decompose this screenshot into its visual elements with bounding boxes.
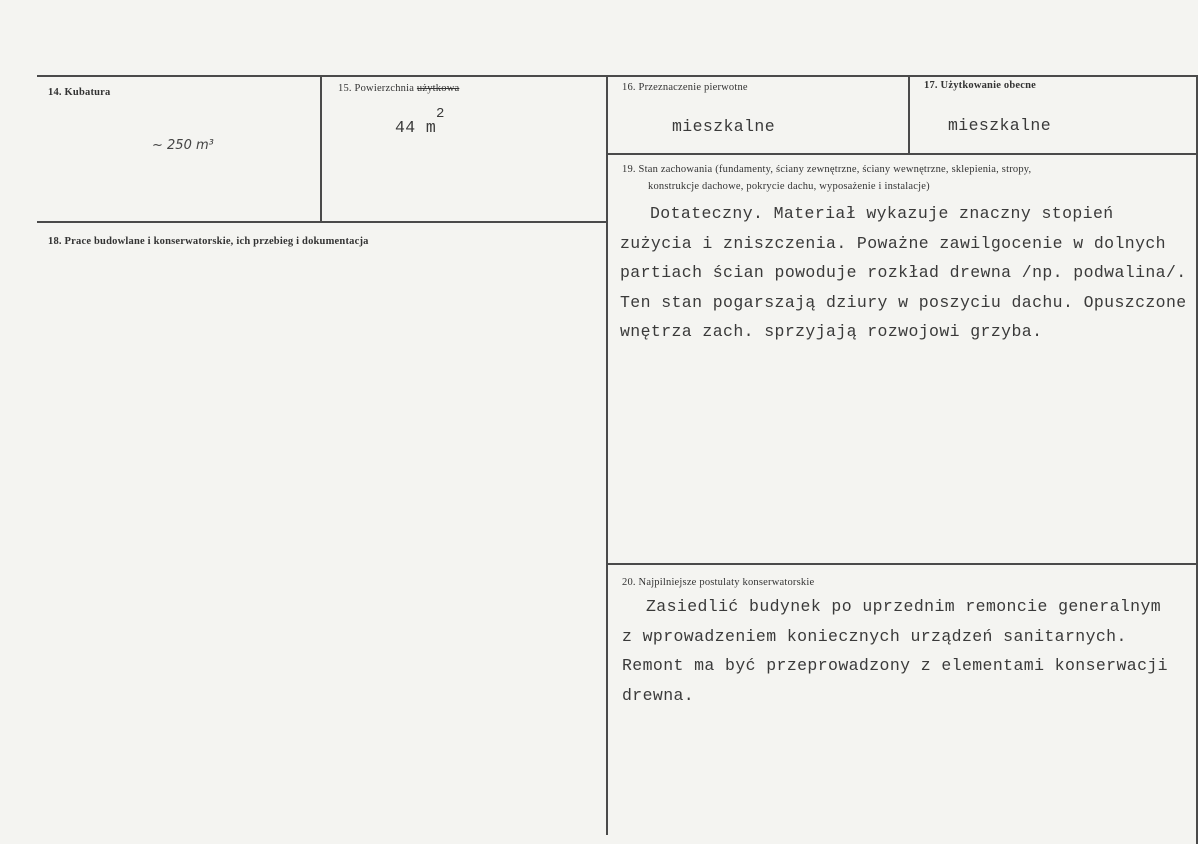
powierzchnia-value: 44 m — [395, 118, 437, 137]
stan-line: wnętrza zach. sprzyjają rozwojowi grzyba. — [620, 322, 1043, 341]
stan-label-desc-2: konstrukcje dachowe, pokrycie dachu, wyposażenie i instalacje) — [648, 181, 930, 192]
postulaty-line: Remont ma być przeprowadzony z elementami konserwacji — [622, 656, 1168, 675]
postulaty-text — [622, 592, 1168, 710]
postulaty-label: 20. Najpilniejsze postulaty konserwatorskie — [622, 577, 815, 588]
stan-label — [622, 164, 1031, 175]
row-divider-left — [37, 221, 607, 223]
stan-line: zużycia i zniszczenia. Poważne zawilgocenie w dolnych — [620, 233, 1166, 253]
stan-line: Dotateczny. Materiał wykazuje znaczny stopień — [650, 204, 1114, 223]
powierzchnia-label-struck: użytkowa — [416, 83, 460, 94]
stan-line: partiach ścian powoduje rozkład drewna /np. podwalina/. — [620, 263, 1187, 282]
col-divider-1 — [320, 75, 322, 222]
stan-label-desc-1: (fundamenty, ściany zewnętrzne, ściany wewnętrzne, sklepienia, stropy, — [715, 164, 1032, 175]
kubatura-label: 14. Kubatura — [48, 87, 111, 98]
postulaty-line: z wprowadzeniem koniecznych urządzeń sanitarnych. — [622, 626, 1127, 646]
powierzchnia-label-main: 15. Powierzchnia — [338, 83, 417, 94]
przeznaczenie-label: 16. Przeznaczenie pierwotne — [622, 82, 748, 93]
col-divider-3 — [908, 75, 910, 154]
uzytkowanie-label: 17. Użytkowanie obecne — [924, 80, 1037, 91]
row-divider-right-1 — [607, 153, 1198, 155]
col-divider-2 — [606, 75, 608, 835]
top-border-line — [37, 75, 1198, 77]
powierzchnia-value-sup: 2 — [436, 106, 445, 122]
right-edge-line — [1196, 75, 1198, 844]
kubatura-value: ~ 250 m³ — [152, 138, 214, 153]
stan-text — [620, 199, 1187, 347]
uzytkowanie-value: mieszkalne — [948, 116, 1052, 135]
powierzchnia-label — [338, 83, 459, 94]
przeznaczenie-value: mieszkalne — [672, 117, 776, 136]
prace-label: 18. Prace budowlane i konserwatorskie, ich przebieg i dokumentacja — [48, 236, 369, 247]
postulaty-line: Zasiedlić budynek po uprzednim remoncie generalnym — [646, 597, 1162, 616]
stan-label-num: 19. Stan zachowania — [622, 164, 713, 175]
postulaty-line: drewna. — [622, 685, 695, 705]
stan-line: Ten stan pogarszają dziury w poszyciu dachu. Opuszczone — [620, 292, 1187, 312]
row-divider-right-2 — [607, 563, 1198, 565]
